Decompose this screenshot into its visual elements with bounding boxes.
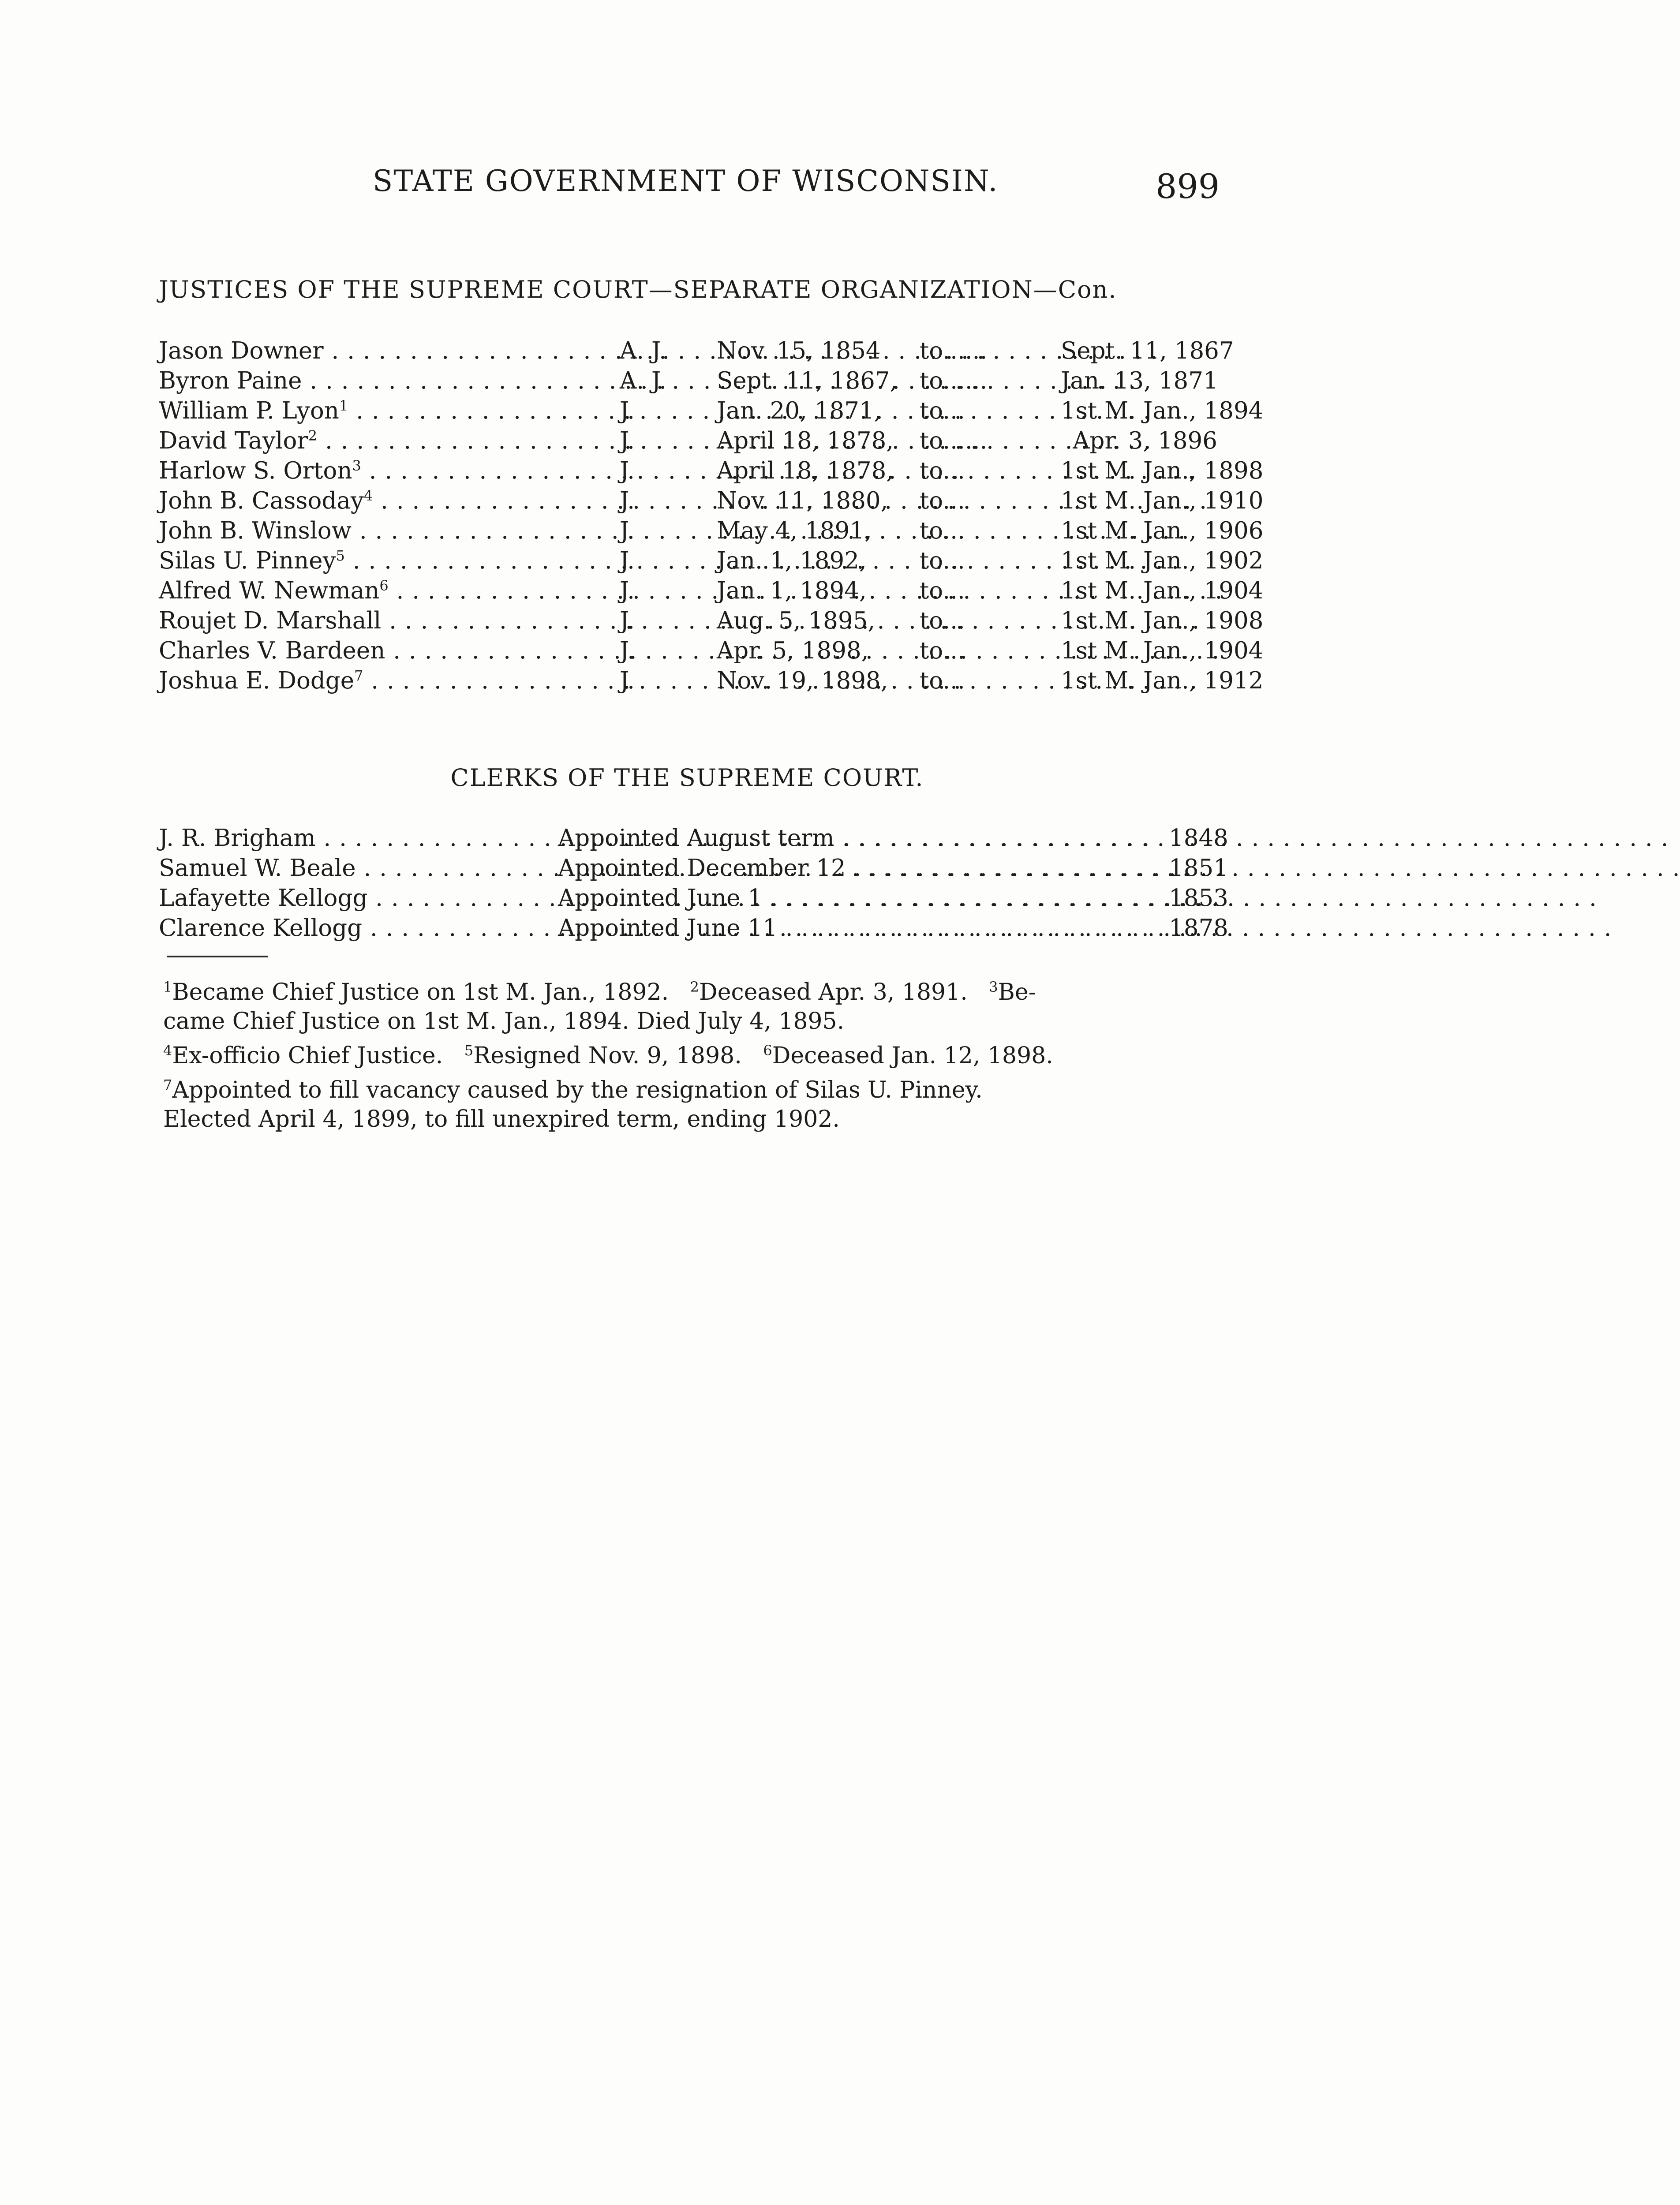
footnote-7 [163,1070,1217,1105]
justice-row [159,337,1234,366]
justice-name [159,607,620,634]
term-to: to... [920,667,965,694]
justice-name [159,397,620,424]
term-end: 1st M. Jan., 1904 [1061,577,1264,604]
term-to: to... [920,637,965,664]
justice-title: J. [620,637,635,664]
justice-name-text: Jason Downer [159,337,324,364]
term-to: to... [920,517,965,544]
page-number: 899 [1156,167,1220,206]
term-end: Sept. 11, 1867 [1061,337,1234,364]
footnote-mark: 3 [352,457,361,474]
term-start: Jan. 20, 1871, [717,397,882,424]
footnote-1 [163,972,669,1007]
justice-title: A. J. [620,367,666,394]
running-title: STATE GOVERNMENT OF WISCONSIN. [373,164,999,198]
justice-row [159,487,1264,516]
footnote-text: Deceased Jan. 12, 1898. [772,1043,1053,1069]
justice-title: J. [620,457,635,484]
footnote-6 [763,1043,1053,1069]
justice-name [159,367,620,394]
term-start: Jan. 1, 1892, [717,547,867,574]
term-start: April 18, 1878, [717,427,894,454]
justice-name-text: John B. Cassoday [159,487,364,514]
clerk-name [159,915,558,942]
term-end: Apr. 3, 1896 [1073,427,1217,454]
footnote-mark: 7 [163,1076,172,1093]
term-start: Aug. 5, 1895, [717,607,876,634]
term-start: Nov. 11, 1880, [717,487,888,514]
justice-name [159,637,620,664]
term-end: 1st M. Jan., 1910 [1061,487,1264,514]
term-to: to... [920,457,965,484]
term-start: May 4, 1891, [717,517,872,544]
clerk-name-text: Samuel W. Beale [159,855,356,882]
justice-row [159,367,1217,396]
footnote-line-1 [163,972,1217,1007]
footnote-4 [163,1036,443,1070]
footnote-text: Deceased Apr. 3, 1891. [699,979,968,1005]
justice-name-text: William P. Lyon [159,397,339,424]
clerk-row [159,825,1228,854]
justice-row [159,427,1217,456]
clerk-name-text: Lafayette Kellogg [159,885,368,912]
justice-title: J. [620,487,635,514]
footnote-mark: 1 [163,979,172,995]
footnote-mark: 2 [308,427,318,444]
term-end: 1st M. Jan., 1906 [1061,517,1264,544]
justice-name-text: Silas U. Pinney [159,547,336,574]
term-start: Jan. 1, 1894, [717,577,867,604]
footnote-5 [464,1036,742,1070]
justice-row [159,517,1264,546]
term-end: 1st M. Jan., 1904 [1061,637,1264,664]
footnote-mark: 4 [163,1042,172,1059]
term-end: Jan. 13, 1871 [1061,367,1218,394]
justice-row [159,577,1264,606]
term-to: to...... [920,427,988,454]
justice-row [159,607,1264,636]
clerk-appointment-text: Appointed August term [558,825,834,852]
term-start: April 18, 1878, [717,457,894,484]
footnote-2 [690,972,968,1007]
clerk-appointment [558,885,1164,912]
clerk-appointment-text: Appointed December 12 [558,855,846,882]
justice-title: J. [620,397,635,424]
justice-title: J. [620,517,635,544]
footnote-mark: 5 [464,1042,474,1059]
justice-name [159,457,620,484]
clerk-appointment [558,825,1164,852]
footnote-text: Be- [998,979,1036,1005]
footnote-mark: 5 [336,547,345,564]
footnotes [163,972,1217,1134]
justice-row [159,637,1264,666]
footnote-3 [989,979,1036,1005]
justice-name [159,577,620,604]
term-to: to... [920,547,965,574]
footnote-text: Ex-officio Chief Justice. [172,1043,443,1069]
term-start: Sept. 11, 1867, [717,367,898,394]
term-to: to...... [920,337,988,364]
clerks-heading: CLERKS OF THE SUPREME COURT. [450,764,924,792]
clerk-appointment-text: Appointed June 1 [558,885,763,912]
justice-name [159,547,620,574]
term-to: to... [920,487,965,514]
clerk-year: 1851 [1169,855,1228,882]
clerk-row [159,915,1228,944]
justice-name [159,517,620,544]
footnote-rule [167,956,268,957]
term-end: 1st M. Jan., 1902 [1061,547,1264,574]
justice-name-text: Alfred W. Newman [159,577,380,604]
justice-title: J. [620,607,635,634]
footnote-mark: 2 [690,979,700,995]
justice-name-text: Roujet D. Marshall [159,607,382,634]
footnote-7-continued: Elected April 4, 1899, to fill unexpired term, ending 1902. [163,1106,840,1132]
running-header [0,164,1433,204]
justice-title: J. [620,427,635,454]
clerk-row [159,885,1228,914]
footnote-text: Became Chief Justice on 1st M. Jan., 1892. [172,979,669,1005]
justice-name [159,337,620,364]
clerk-appointment-text: Appointed June 11 [558,915,778,942]
justice-title: A. J. [620,337,666,364]
justice-name-text: Harlow S. Orton [159,457,352,484]
footnote-text: Resigned Nov. 9, 1898. [473,1043,742,1069]
clerk-name [159,825,558,852]
clerk-name [159,855,558,882]
term-to: to... [920,397,965,424]
clerk-name-text: Clarence Kellogg [159,915,363,942]
justice-name-text: David Taylor [159,427,308,454]
justice-row [159,397,1264,426]
footnote-mark: 1 [339,397,348,414]
justice-row [159,547,1264,576]
justice-name [159,487,620,514]
clerk-appointment [558,855,1164,882]
footnote-mark: 6 [379,577,389,594]
term-to: to...... [920,367,988,394]
justice-name-text: John B. Winslow [159,517,352,544]
justice-name [159,427,620,454]
clerk-name [159,885,558,912]
clerk-year: 1848 [1169,825,1228,852]
justice-name [159,667,620,694]
footnote-mark: 3 [989,979,998,995]
justice-name-text: Byron Paine [159,367,302,394]
term-start: Nov. 19, 1898, [717,667,888,694]
term-end: 1st M. Jan., 1908 [1061,607,1264,634]
clerk-appointment [558,915,1164,942]
justice-row [159,667,1264,696]
footnote-mark: 6 [763,1042,772,1059]
clerk-name-text: J. R. Brigham [159,825,316,852]
term-start: Apr. 5, 1898, [717,637,869,664]
justice-title: J. [620,547,635,574]
clerk-year: 1853 [1169,885,1228,912]
term-start: Nov. 15, 1854 [717,337,881,364]
clerk-year: 1878 [1169,915,1228,942]
justice-name-text: Charles V. Bardeen [159,637,385,664]
term-end: 1st M. Jan., 1898 [1061,457,1264,484]
footnote-mark: 4 [363,487,373,504]
justice-title: J. [620,577,635,604]
footnote-text: Appointed to fill vacancy caused by the resignation of Silas U. Pinney. [172,1077,983,1103]
footnote-mark: 7 [354,667,363,684]
footnote-line-3 [163,1036,1217,1070]
term-to: to... [920,607,965,634]
justice-name-text: Joshua E. Dodge [159,667,355,694]
justice-row [159,457,1264,486]
term-end: 1st M. Jan., 1894 [1061,397,1264,424]
term-to: to... [920,577,965,604]
justice-title: J. [620,667,635,694]
clerk-row [159,855,1228,884]
term-end: 1st M. Jan., 1912 [1061,667,1264,694]
justices-heading: JUSTICES OF THE SUPREME COURT—SEPARATE ORGANIZATION—Con. [159,276,1117,303]
footnote-3-continued: came Chief Justice on 1st M. Jan., 1894. Died July 4, 1895. [163,1008,845,1035]
